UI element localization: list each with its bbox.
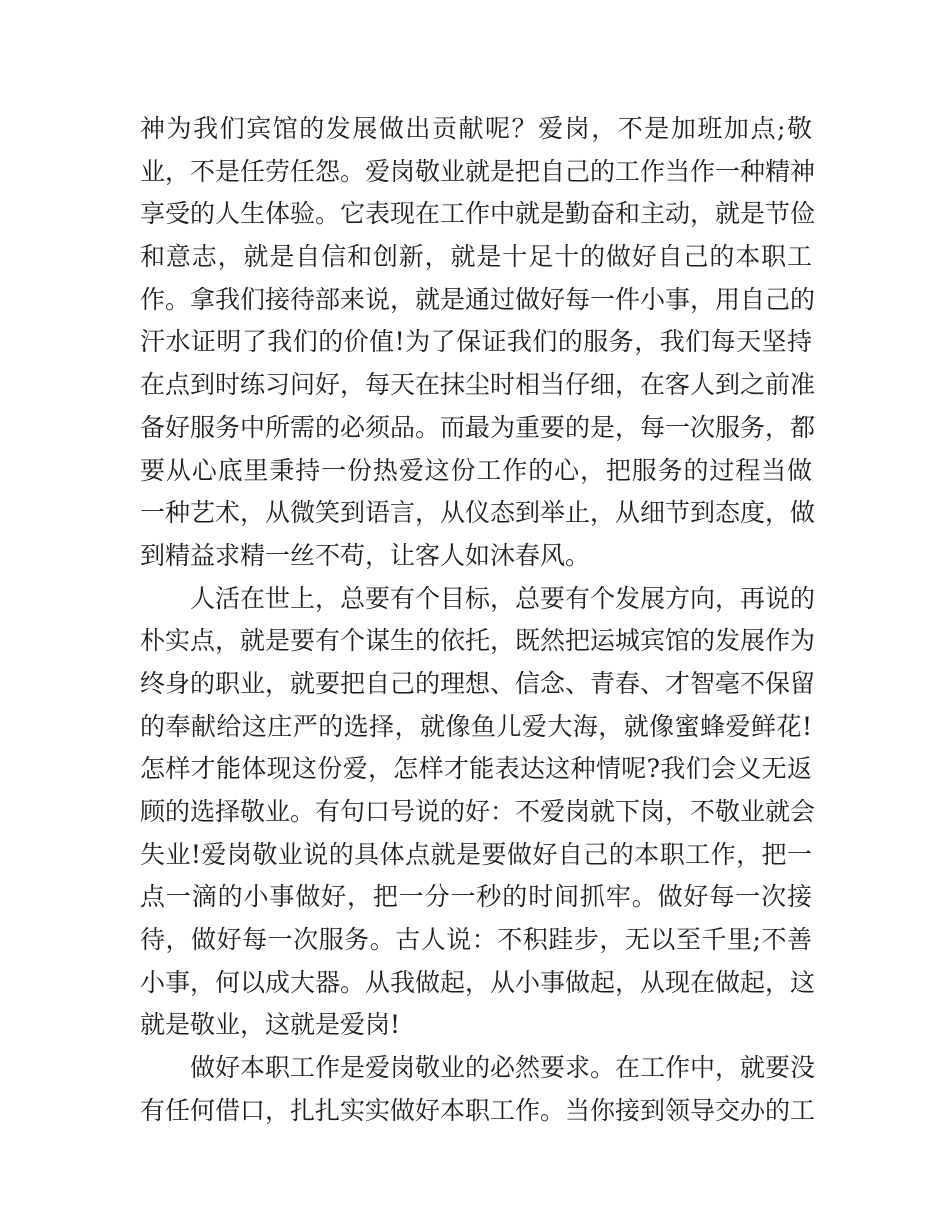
text-line: 做好本职工作是爱岗敬业的必然要求。在工作中，就要没 (190, 1053, 816, 1083)
paragraph-1 (140, 108, 816, 578)
paragraph-2 (140, 578, 816, 1048)
text-line: 在点到时练习问好，每天在抹尘时相当仔细，在客人到之前准 (140, 370, 816, 400)
text-line: 一种艺术，从微笑到语言，从仪态到举止，从细节到态度，做 (140, 498, 816, 528)
text-line: 顾的选择敬业。有句口号说的好：不爱岗就下岗，不敬业就会 (140, 797, 816, 826)
text-line: 业，不是任劳任怨。爱岗敬业就是把自己的工作当作一种精神 (140, 156, 816, 186)
text-line: 备好服务中所需的必须品。而最为重要的是，每一次服务，都 (140, 412, 816, 442)
text-line: 就是敬业，这就是爱岗! (140, 1010, 401, 1040)
text-line: 人活在世上，总要有个目标，总要有个发展方向，再说的 (190, 583, 816, 613)
text-line: 作。拿我们接待部来说，就是通过做好每一件小事，用自己的 (140, 284, 816, 314)
text-line: 神为我们宾馆的发展做出贡献呢？爱岗，不是加班加点;敬 (140, 114, 812, 143)
text-line: 点一滴的小事做好，把一分一秒的时间抓牢。做好每一次接 (140, 882, 812, 912)
text-line: 的奉献给这庄严的选择，就像鱼儿爱大海，就像蜜蜂爱鲜花! (140, 711, 812, 741)
text-line: 小事，何以成大器。从我做起，从小事做起，从现在做起，这 (140, 967, 816, 997)
paragraph-3 (140, 1047, 816, 1132)
text-line: 失业!爱岗敬业说的具体点就是要做好自己的本职工作，把一 (140, 839, 812, 869)
text-line: 汗水证明了我们的价值!为了保证我们的服务，我们每天坚持 (140, 327, 812, 357)
text-line: 要从心底里秉持一份热爱这份工作的心，把服务的过程当做 (140, 455, 812, 485)
text-line: 终身的职业，就要把自己的理想、信念、青春、才智毫不保留 (140, 668, 816, 698)
text-line: 有任何借口，扎扎实实做好本职工作。当你接到领导交办的工 (140, 1095, 816, 1125)
text-line: 享受的人生体验。它表现在工作中就是勤奋和主动，就是节俭 (140, 199, 816, 229)
document-body (140, 108, 816, 1133)
text-line: 和意志，就是自信和创新，就是十足十的做好自己的本职工 (140, 242, 812, 272)
text-line: 到精益求精一丝不苟，让客人如沐春风。 (140, 540, 591, 570)
text-line: 待，做好每一次服务。古人说：不积跬步，无以至千里;不善 (140, 925, 812, 955)
text-line: 朴实点，就是要有个谋生的依托，既然把运城宾馆的发展作为 (140, 626, 816, 656)
text-line: 怎样才能体现这份爱，怎样才能表达这种情呢?我们会义无返 (140, 754, 812, 784)
